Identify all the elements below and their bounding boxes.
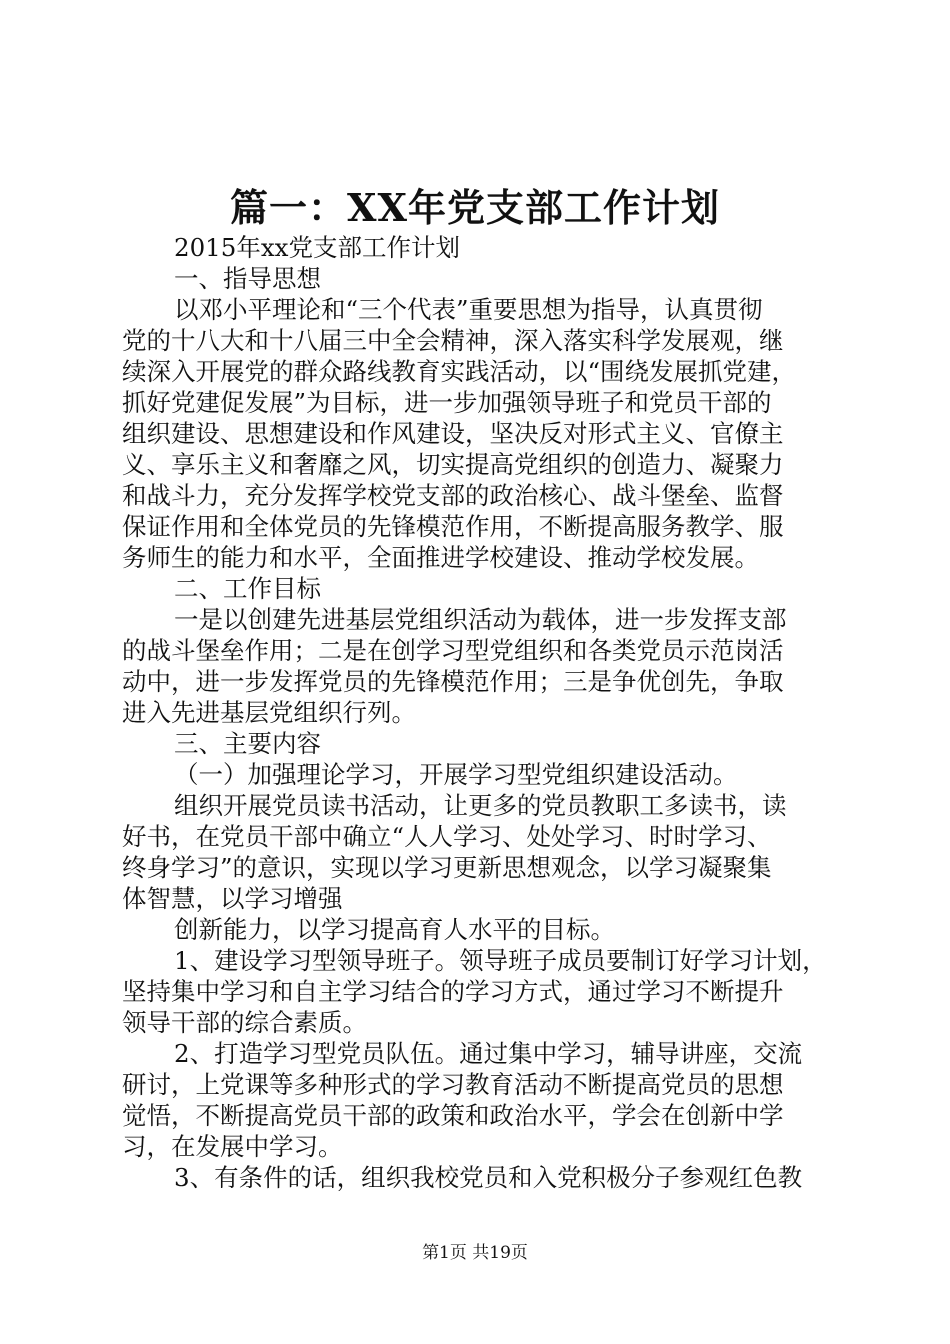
- numbered-paragraph-line: 3、有条件的话，组织我校党员和入党积极分子参观红色教: [174, 1163, 803, 1192]
- page-number-footer: 第1页 共19页: [422, 1243, 528, 1263]
- numbered-paragraph-line: 1、建设学习型领导班子。领导班子成员要制订好学习计划，: [174, 946, 827, 975]
- paragraph-line: 党的十八大和十八届三中全会精神，深入落实科学发展观，继: [122, 326, 784, 355]
- paragraph-line: 续深入开展党的群众路线教育实践活动，以“围绕发展抓党建，: [122, 357, 797, 386]
- paragraph-line: 终身学习”的意识，实现以学习更新思想观念，以学习凝聚集: [122, 853, 772, 882]
- paragraph-line: 抓好党建促发展”为目标，进一步加强领导班子和党员干部的: [122, 388, 772, 417]
- paragraph-line: 习，在发展中学习。: [122, 1132, 343, 1161]
- paragraph-line: 的战斗堡垒作用；二是在创学习型党组织和各类党员示范岗活: [122, 636, 784, 665]
- section-heading: 一、指导思想: [174, 264, 321, 293]
- paragraph-line: 组织建设、思想建设和作风建设，坚决反对形式主义、官僚主: [122, 419, 784, 448]
- paragraph-line: 好书，在党员干部中确立“人人学习、处处学习、时时学习、: [122, 822, 772, 851]
- section-heading: 二、工作目标: [174, 574, 321, 603]
- paragraph-line: 体智慧，以学习增强: [122, 884, 343, 913]
- paragraph-line: 研讨，上党课等多种形式的学习教育活动不断提高党员的思想: [122, 1070, 784, 1099]
- paragraph-line: 保证作用和全体党员的先锋模范作用，不断提高服务教学、服: [122, 512, 784, 541]
- paragraph-line: 领导干部的综合素质。: [122, 1008, 367, 1037]
- subsection-heading: （一）加强理论学习，开展学习型党组织建设活动。: [174, 760, 738, 789]
- document-title: 篇一：XX年党支部工作计划: [230, 185, 720, 230]
- section-heading: 三、主要内容: [174, 729, 321, 758]
- paragraph-line: 进入先进基层党组织行列。: [122, 698, 416, 727]
- paragraph-line: 觉悟，不断提高党员干部的政策和政治水平，学会在创新中学: [122, 1101, 784, 1130]
- paragraph-line: 创新能力，以学习提高育人水平的目标。: [174, 915, 615, 944]
- paragraph-line: 和战斗力，充分发挥学校党支部的政治核心、战斗堡垒、监督: [122, 481, 784, 510]
- document-line: 2015年xx党支部工作计划: [174, 233, 460, 262]
- paragraph-line: 组织开展党员读书活动，让更多的党员教职工多读书，读: [174, 791, 787, 820]
- document-body: [122, 232, 834, 1193]
- paragraph-line: 以邓小平理论和“三个代表”重要思想为指导，认真贯彻: [174, 295, 763, 324]
- paragraph-line: 坚持集中学习和自主学习结合的学习方式，通过学习不断提升: [122, 977, 784, 1006]
- paragraph-line: 动中，进一步发挥党员的先锋模范作用；三是争优创先，争取: [122, 667, 784, 696]
- paragraph-line: 一是以创建先进基层党组织活动为载体，进一步发挥支部: [174, 605, 787, 634]
- numbered-paragraph-line: 2、打造学习型党员队伍。通过集中学习，辅导讲座，交流: [174, 1039, 803, 1068]
- paragraph-line: 务师生的能力和水平，全面推进学校建设、推动学校发展。: [122, 543, 759, 572]
- paragraph-line: 义、享乐主义和奢靡之风，切实提高党组织的创造力、凝聚力: [122, 450, 784, 479]
